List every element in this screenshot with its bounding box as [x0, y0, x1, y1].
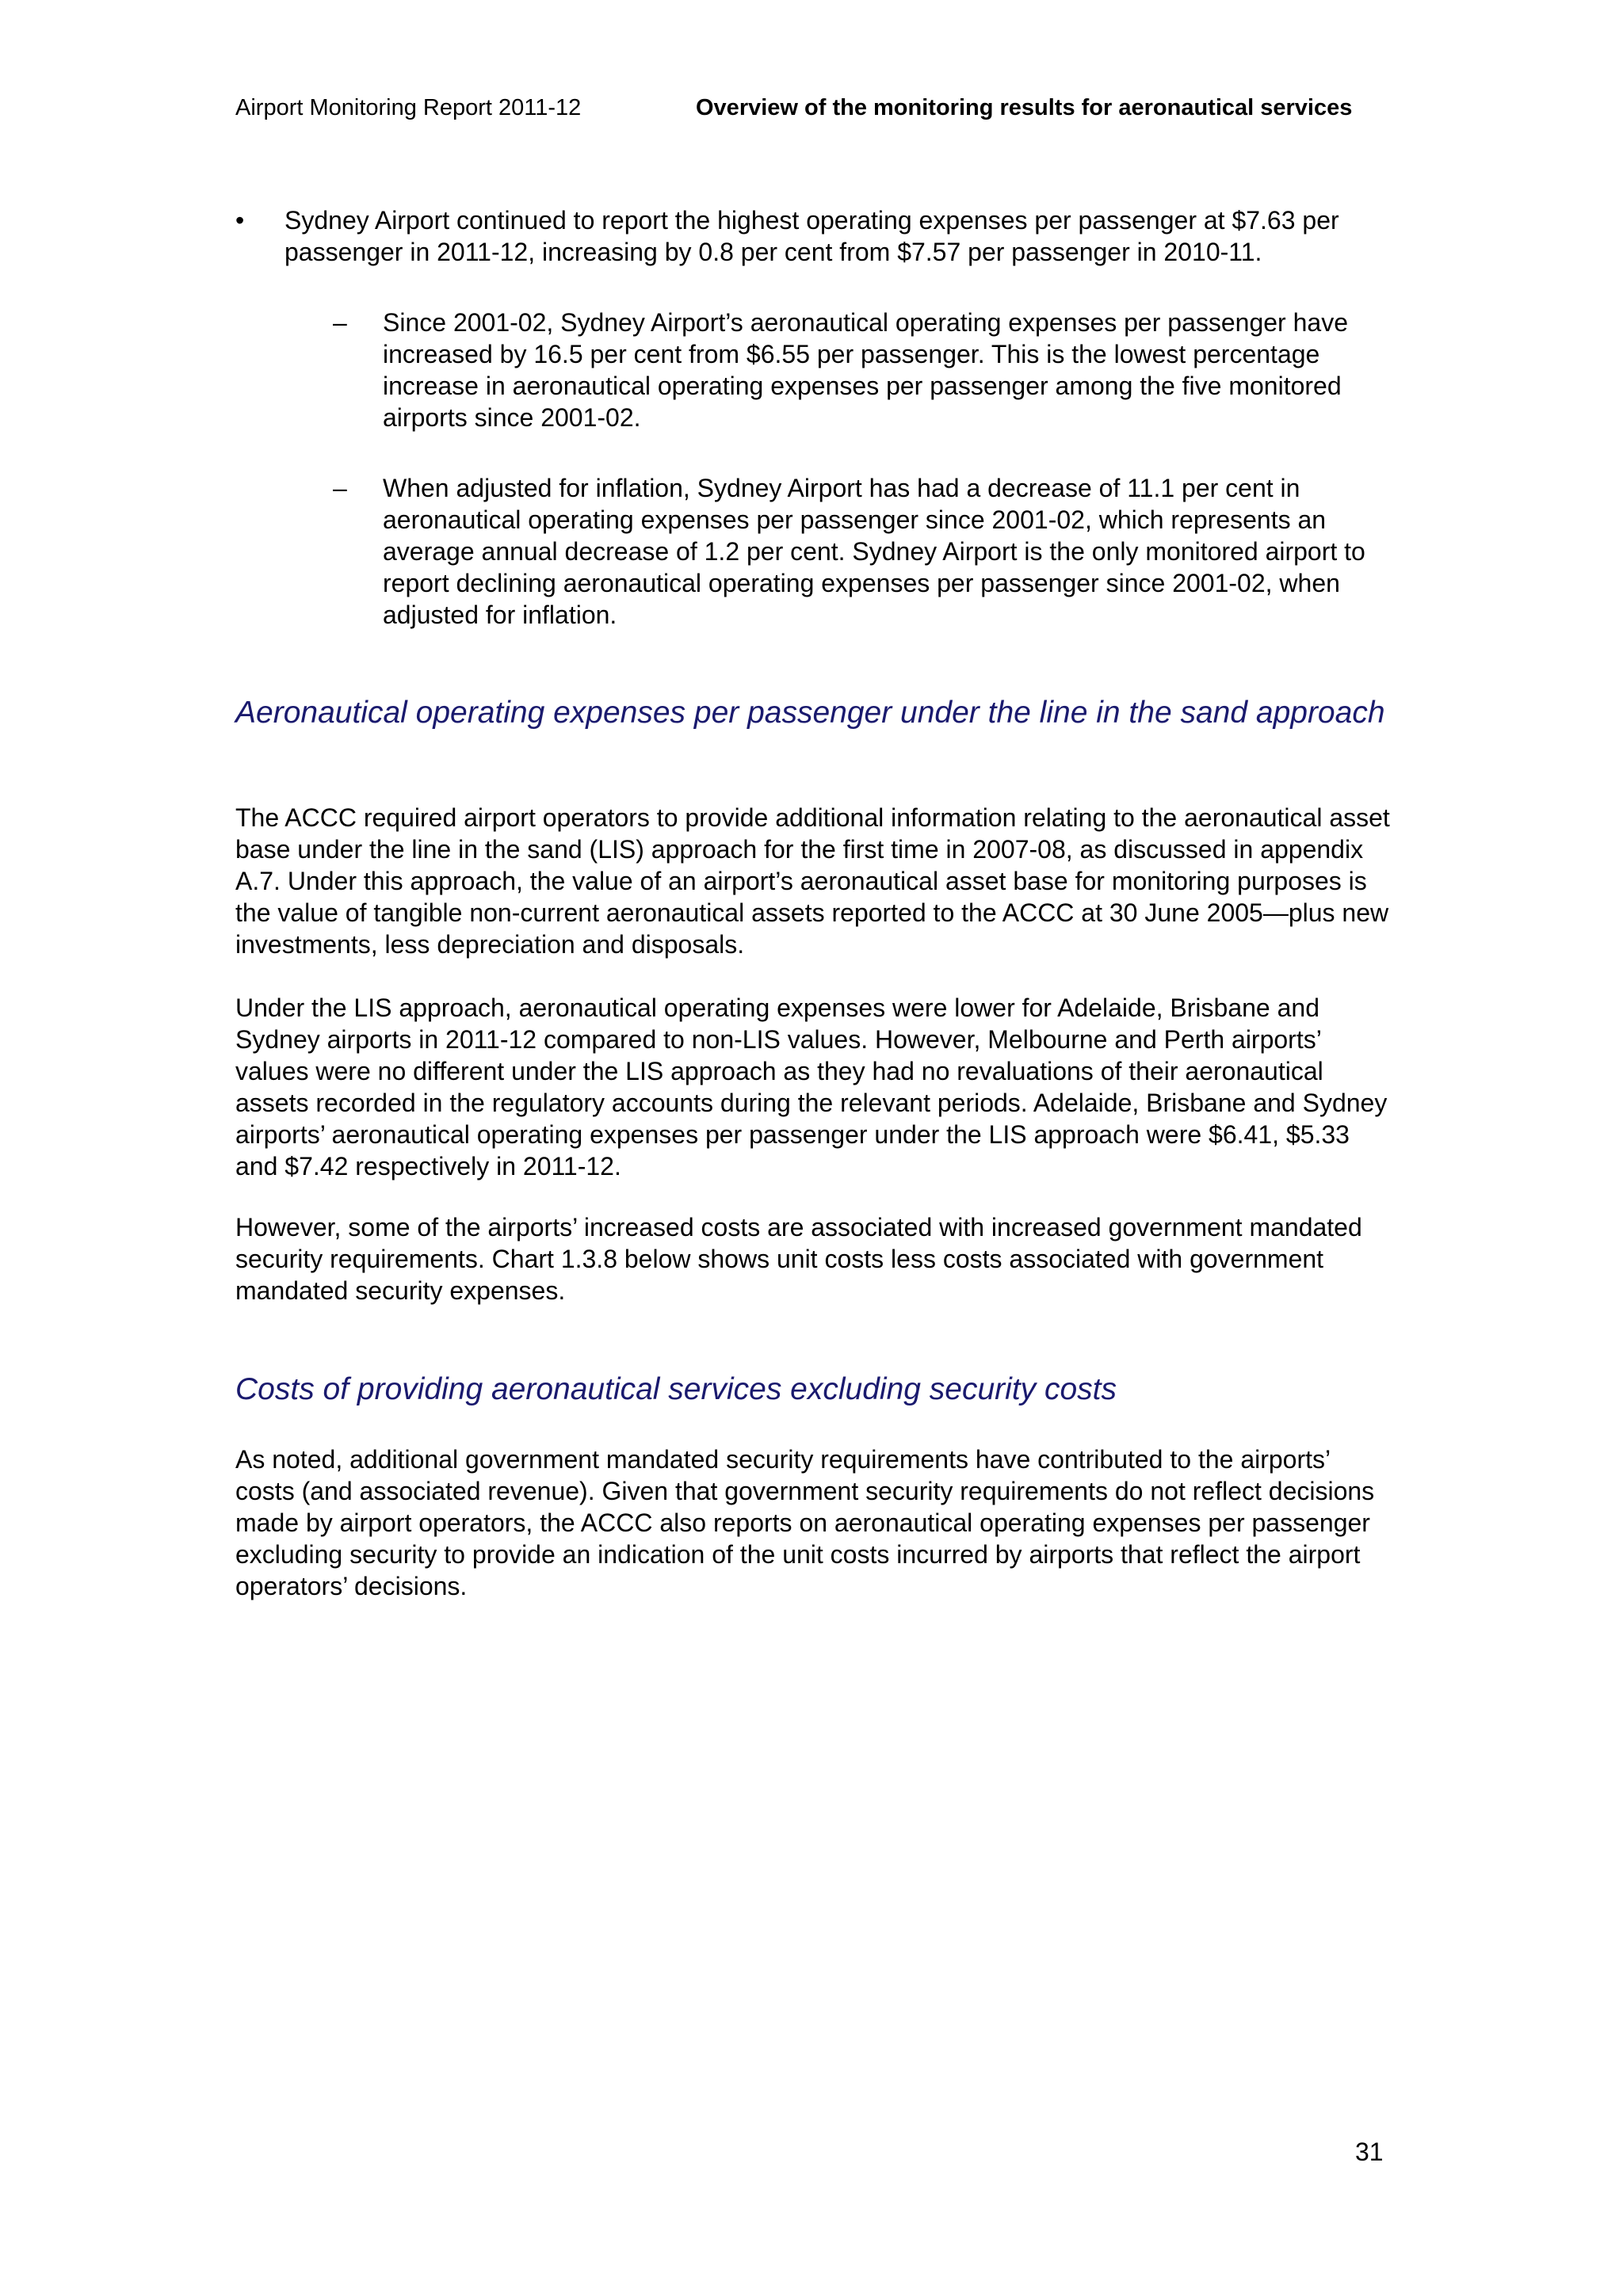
- section-heading-lis: Aeronautical operating expenses per passenger under the line in the sand approach: [235, 696, 1385, 730]
- paragraph: The ACCC required airport operators to provide additional information relating to the aeronautical asset base under the line in the sand (LIS) approach for the first time in 2007-08, as discussed in appendix A.7. Under this approach, the value of an airport’s aeronautical asset base for monitoring purposes is the value of tangible non-current aeronautical assets reported to the ACCC at 30 June 2005—plus new investments, less depreciation and disposals.: [235, 803, 1390, 959]
- running-header-title: Airport Monitoring Report 2011-12: [235, 95, 582, 120]
- section-heading-security: Costs of providing aeronautical services excluding security costs: [235, 1372, 1117, 1406]
- paragraph: Under the LIS approach, aeronautical operating expenses were lower for Adelaide, Brisbane and Sydney airports in 2011-12 compared to non-LIS values. However, Melbourne and Perth airports’ values were no different under the LIS approach as they had no revaluations of their aeronautical assets recorded in the regulatory accounts during the relevant periods. Adelaide, Brisbane and Sydney airports’ aeronautical operating expenses per passenger under the LIS approach were $6.41, $5.33 and $7.42 respectively in 2011-12.: [235, 994, 1388, 1180]
- running-header-section: Overview of the monitoring results for aeronautical services: [696, 95, 1353, 120]
- bullet-marker: •: [235, 206, 245, 235]
- page-number: 31: [1355, 2138, 1384, 2166]
- sub-bullet-text: When adjusted for inflation, Sydney Airport has had a decrease of 11.1 per cent in aeronautical operating expenses per passenger since 2001-02, which represents an average annual decrease of 1.2 per cent. Sydney Airport is the only monitored airport to report declining aeronautical operating expenses per passenger since 2001-02, when adjusted for inflation.: [383, 474, 1365, 629]
- paragraph: As noted, additional government mandated security requirements have contributed to the airports’ costs (and associated revenue). Given that government security requirements do not reflect decisions made by airport operators, the ACCC also reports on aeronautical operating expenses per passenger excluding security to provide an indication of the unit costs incurred by airports that reflect the airport operators’ decisions.: [235, 1445, 1375, 1600]
- sub-bullet-marker: –: [333, 474, 347, 502]
- paragraph: However, some of the airports’ increased costs are associated with increased government mandated security requirements. Chart 1.3.8 below shows unit costs less costs associated with government mandated security expenses.: [235, 1213, 1362, 1305]
- bullet-text: Sydney Airport continued to report the highest operating expenses per passenger at $7.63 per passenger in 2011-12, increasing by 0.8 per cent from $7.57 per passenger in 2010-11.: [285, 206, 1339, 266]
- sub-bullet-text: Since 2001-02, Sydney Airport’s aeronautical operating expenses per passenger have increased by 16.5 per cent from $6.55 per passenger. This is the lowest percentage increase in aeronautical operating expenses per passenger among the five monitored airports since 2001-02.: [383, 308, 1348, 432]
- sub-bullet-marker: –: [333, 308, 347, 337]
